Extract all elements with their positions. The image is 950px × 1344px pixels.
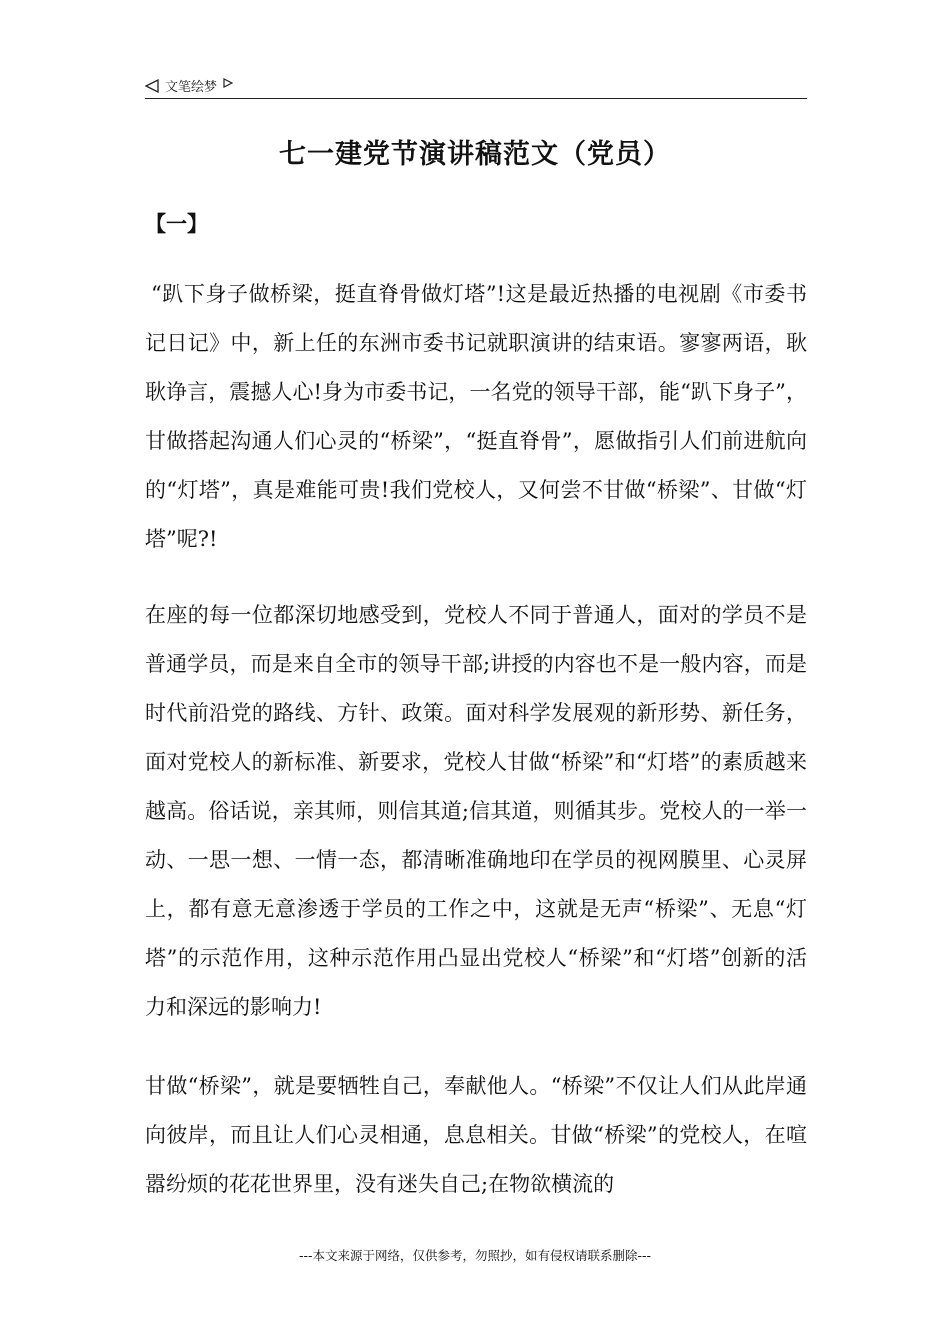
- footer-notice: ---本文来源于网络，仅供参考，勿照抄，如有侵权请联系删除---: [298, 1248, 652, 1263]
- page-header: [145, 74, 807, 99]
- document-title: 七一建党节演讲稿范文（党员）: [279, 139, 671, 170]
- paragraph: 在座的每一位都深切地感受到，党校人不同于普通人，面对的学员不是普通学员，而是来自全市的领导干部;讲授的内容也不是一般内容，而是时代前沿党的路线、方针、政策。面对科学发展观的新形势、新任务，面对党校人的新标准、新要求，党校人甘做“桥梁”和“灯塔”的素质越来越高。俗话说，亲其师，则信其道;信其道，则循其步。党校人的一举一动、一思一想、一情一态，都清晰准确地印在学员的视网膜里、心灵屏上，都有意无意渗透于学员的工作之中，这就是无声“桥梁”、无息“灯塔”的示范作用，这种示范作用凸显出党校人“桥梁”和“灯塔”创新的活力和深远的影响力!: [145, 603, 807, 1019]
- paragraph: 甘做“桥梁”，就是要牺牲自己，奉献他人。“桥梁”不仅让人们从此岸通向彼岸，而且让人们心灵相通，息息相关。甘做“桥梁”的党校人，在喧嚣纷烦的花花世界里，没有迷失自己;在物欲横流的: [145, 1074, 807, 1196]
- paragraph-3-block: [145, 1062, 807, 1209]
- triangle-right-icon: [223, 78, 233, 88]
- paragraph-2-block: [145, 591, 807, 1032]
- header-brand: [145, 76, 233, 95]
- brand-label: 文笔绘梦: [165, 80, 218, 95]
- section-heading: 【一】: [145, 211, 208, 236]
- paragraph-1-block: [145, 270, 807, 564]
- triangle-left-icon: [145, 79, 159, 93]
- paragraph: “趴下身子做桥梁，挺直脊骨做灯塔”!这是最近热播的电视剧《市委书记日记》中，新上任的东洲市委书记就职演讲的结束语。寥寥两语，耿耿诤言，震撼人心!身为市委书记，一名党的领导干部，能“趴下身子”，甘做搭起沟通人们心灵的“桥梁”，“挺直脊骨”，愿做指引人们前进航向的“灯塔”，真是难能可贵!我们党校人，又何尝不甘做“桥梁”、甘做“灯塔”呢?!: [145, 282, 807, 551]
